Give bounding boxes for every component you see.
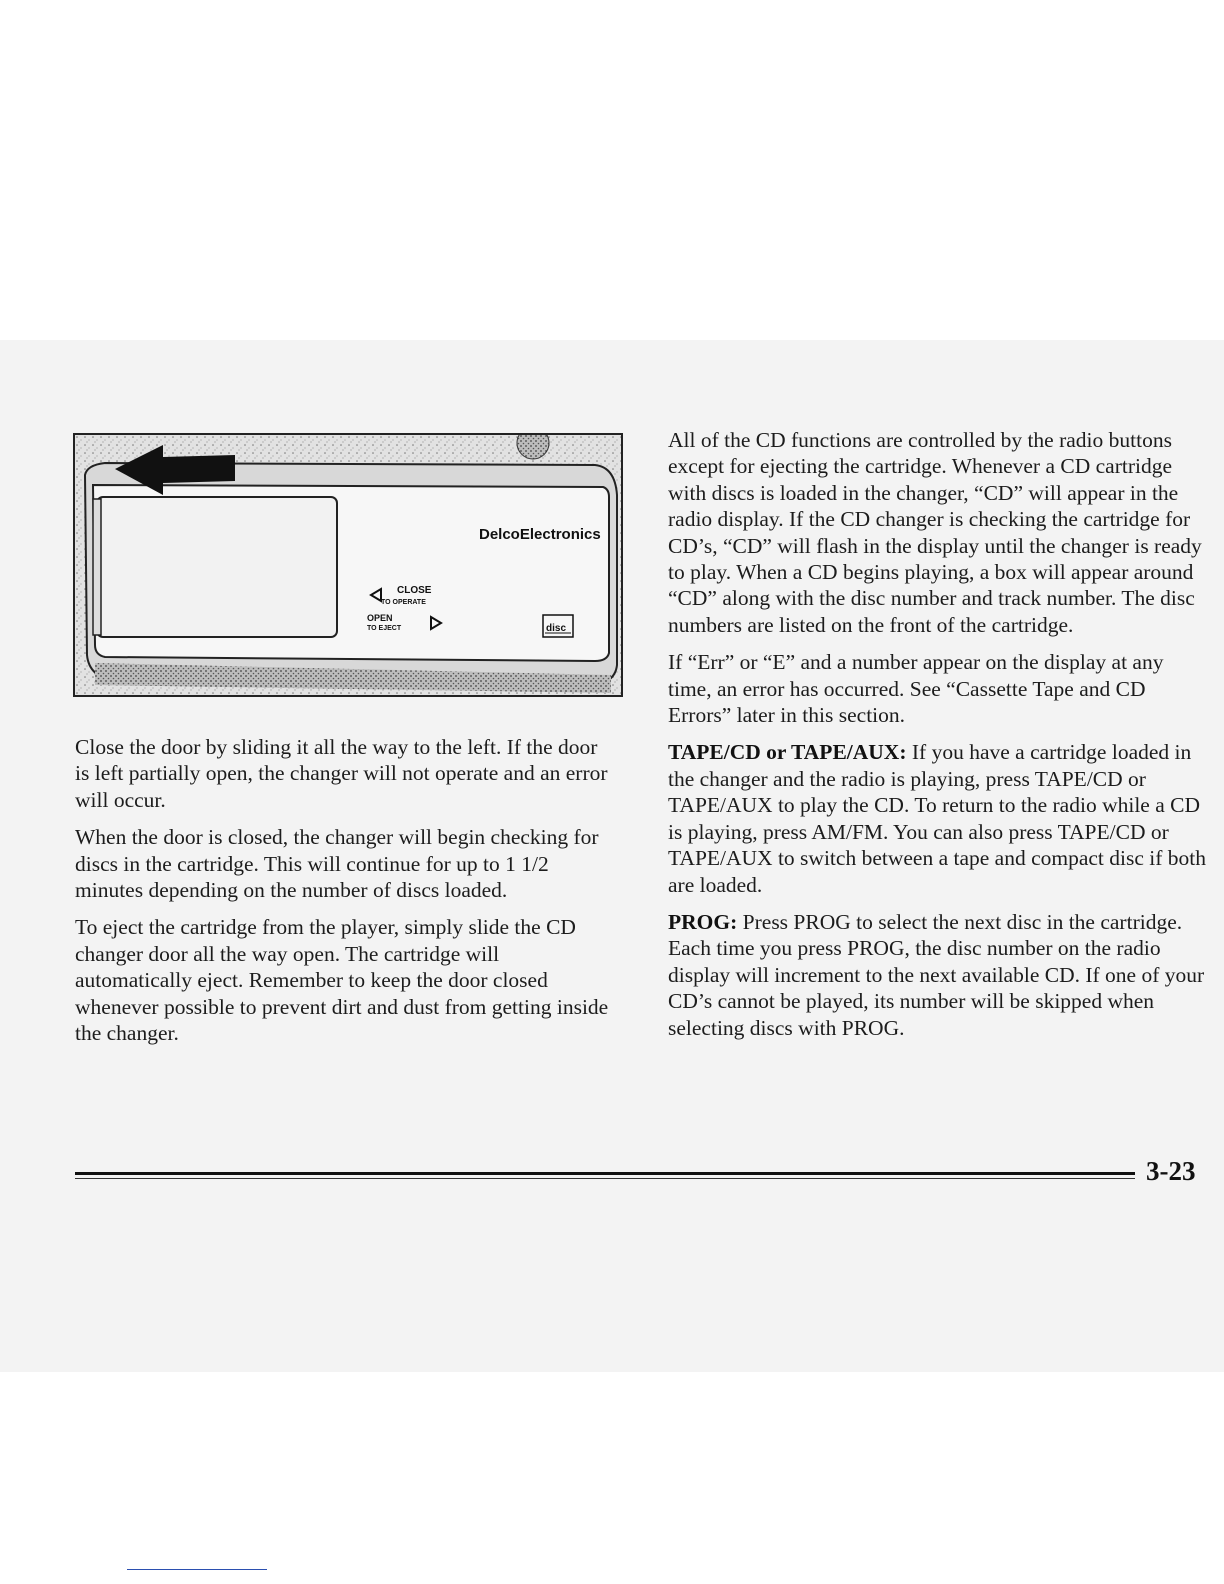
close-sub-label: TO OPERATE — [381, 599, 426, 606]
prog-heading: PROG: — [668, 909, 738, 934]
brand-label: DelcoElectronics — [479, 526, 601, 543]
eject-paragraph: To eject the cartridge from the player, simply slide the CD changer door all the way open. The cartridge will automatically eject. Remember to keep the door closed whenever possible to prevent dirt and dust from getting inside the changer. — [75, 915, 609, 1046]
cd-changer-drawing — [75, 435, 621, 695]
tape-cd-body: If you have a cartridge loaded in the changer and the radio is playing, press TAPE/CD or TAPE/AUX to play the CD. To return to the radio while a CD is playing, press AM/FM. You can also press TAPE/CD or TAPE/AUX to switch between a tape and compact disc if both are loaded. — [668, 740, 1207, 897]
cd-functions-paragraph: All of the CD functions are controlled by the radio buttons except for ejecting the cartridge. Whenever a CD cartridge with discs is loaded in the changer, “CD” will appear in the radio display. If the CD changer is checking the cartridge for CD’s, “CD” will flash in the display until the changer is ready to play. When a CD begins playing, a box will appear around “CD” along with the disc number and track number. The disc numbers are listed on the front of the cartridge. — [668, 428, 1202, 637]
right-column — [668, 427, 1211, 1052]
compact-disc-logo-text: disc — [546, 623, 567, 634]
prog-paragraph — [668, 909, 1211, 1041]
error-paragraph: If “Err” or “E” and a number appear on the display at any time, an error has occurred. See “Cassette Tape and CD Errors” later in this section. — [668, 650, 1164, 728]
open-sub-label: TO EJECT — [367, 625, 402, 632]
tape-cd-paragraph — [668, 739, 1211, 897]
footer-rule — [75, 1172, 1135, 1175]
footer-link-underline — [127, 1569, 267, 1570]
footer-rule-thin — [75, 1178, 1135, 1179]
door-edge — [93, 499, 101, 635]
tape-cd-heading: TAPE/CD or TAPE/AUX: — [668, 740, 907, 765]
page-number: 3-23 — [1146, 1156, 1196, 1186]
prog-body: Press PROG to select the next disc in the cartridge. Each time you press PROG, the disc number on the radio display will increment to the next available CD. If one of your CD’s cannot be played, its number will be skipped when selecting discs with PROG. — [668, 909, 1205, 1040]
door-close-paragraph: Close the door by sliding it all the way to the left. If the door is left partially open, the changer will not operate and an error will occur. — [75, 735, 608, 812]
cd-changer-illustration — [73, 433, 623, 697]
close-label: CLOSE — [397, 585, 432, 596]
open-label: OPEN — [367, 613, 393, 623]
disc-check-paragraph: When the door is closed, the changer will begin checking for discs in the cartridge. This will continue for up to 1 1/2 minutes depending on the number of discs loaded. — [75, 825, 599, 903]
left-column — [75, 734, 615, 1057]
cartridge-window — [97, 497, 337, 637]
